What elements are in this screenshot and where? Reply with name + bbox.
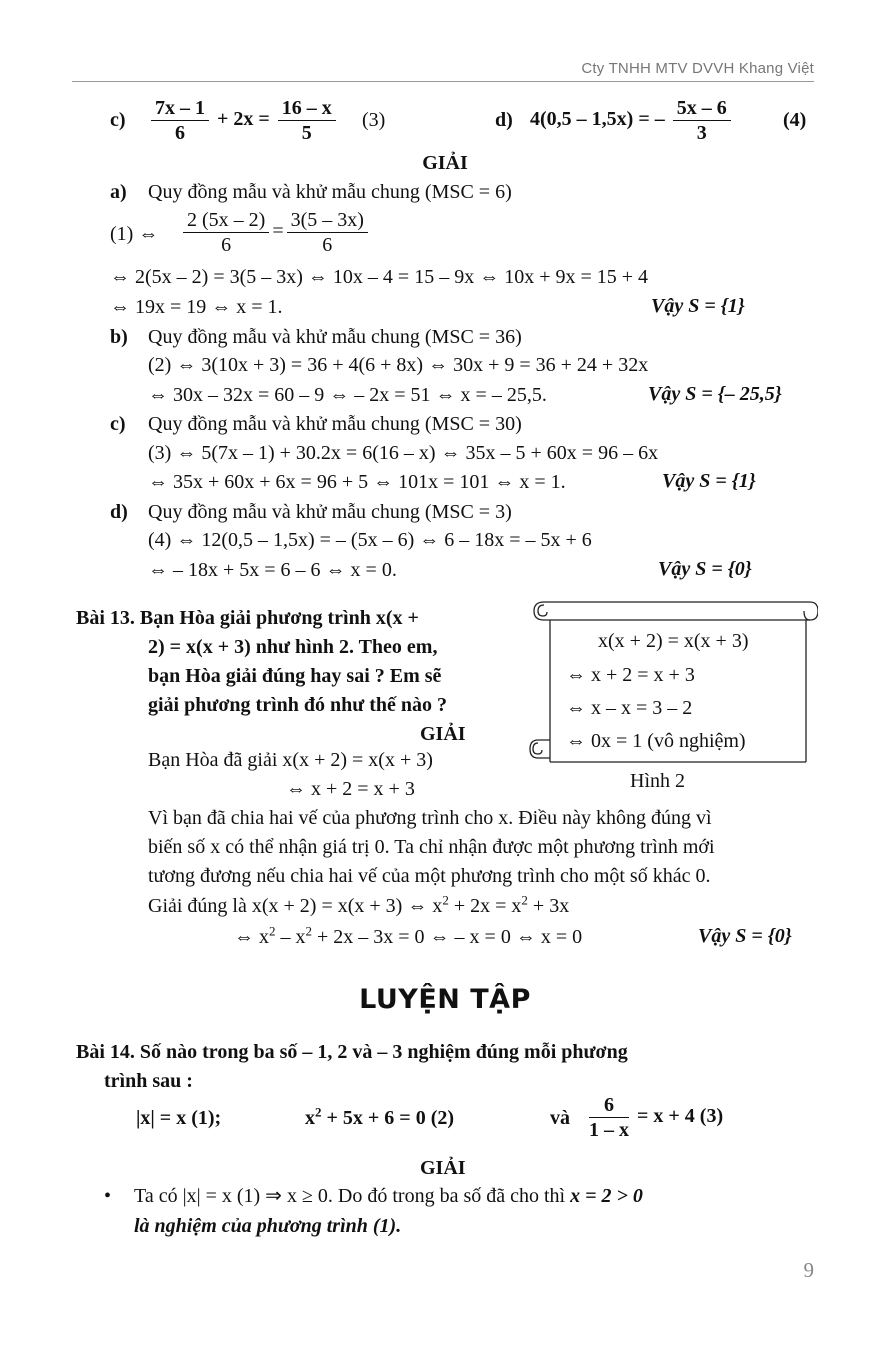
sol-a-intro: Quy đồng mẫu và khử mẫu chung (MSC = 6): [148, 181, 512, 203]
sol-a-result: Vậy S = {1}: [651, 295, 745, 317]
sol-c-line1: (3) ⇔ 5(7x – 1) + 30.2x = 6(16 – x) ⇔ 35x – 5 + 60x = 96 – 6x: [148, 442, 659, 464]
figure-caption: Hình 2: [630, 770, 685, 792]
sol-b-label: b): [110, 326, 128, 348]
sol-d-line1: (4) ⇔ 12(0,5 – 1,5x) = – (5x – 6) ⇔ 6 – 18x = – 5x + 6: [148, 529, 592, 551]
bai14-equation-1: |x| = x (1);: [136, 1107, 222, 1129]
problem-d-fraction: $\frac{5x - 6}{3}$: [673, 96, 731, 145]
section-title: LUYỆN TẬP: [359, 984, 531, 1015]
bai13-solution-line6: Giải đúng là x(x + 2) = x(x + 3) ⇔ $x^2 + 2x = x^2 + 3x$: [148, 892, 570, 917]
sol-d-result: Vậy S = {0}: [658, 558, 752, 580]
problem-d-tag: (4): [783, 109, 807, 131]
sol-c-result: Vậy S = {1}: [662, 470, 756, 492]
bullet-point: •: [104, 1185, 112, 1207]
figure-2-scroll: [528, 600, 818, 770]
bai13-solution-line5: tương đương nếu chia hai vế của một phương trình cho một số khác 0.: [148, 865, 711, 887]
bai14-equation-2: $x^2 + 5x + 6 = 0$ (2): [305, 1104, 455, 1129]
problem-c-fraction-1: $\frac{7x - 1}{6}$: [151, 96, 209, 145]
sol-a-label: a): [110, 181, 127, 203]
bai14-solution-heading: GIẢI: [420, 1157, 466, 1179]
bai14-question-line2: trình sau :: [104, 1070, 193, 1092]
sol-b-result: Vậy S = {– 25,5}: [648, 383, 782, 405]
bai13-solution-line7: ⇔ $x^2 - x^2 + 2x - 3x = 0$ ⇔ – x = 0 ⇔ x = 0: [234, 923, 583, 948]
problem-d-equation: 4(0,5 – 1,5x) = – $\frac{5x - 6}{3}$: [530, 96, 734, 145]
sol-b-intro: Quy đồng mẫu và khử mẫu chung (MSC = 36): [148, 326, 522, 348]
problem-d-label: d): [495, 109, 513, 131]
sol-b-line1: (2) ⇔ 3(10x + 3) = 36 + 4(6 + 8x) ⇔ 30x + 9 = 36 + 24 + 32x: [148, 354, 649, 376]
bai14-fraction: $\frac{6}{1 - x}$: [589, 1094, 629, 1141]
sol-c-line2: ⇔ 35x + 60x + 6x = 96 + 5 ⇔ 101x = 101 ⇔ x = 1.: [148, 471, 566, 493]
sol-a-fraction-1: $\frac{2 (5x - 2)}{6}$: [183, 208, 269, 257]
bai13-solution-line4: biến số x có thể nhận giá trị 0. Ta chỉ nhận được một phương trình mới: [148, 836, 715, 858]
header-rule: [72, 81, 814, 82]
figure-line2: ⇔ x + 2 = x + 3: [566, 664, 695, 686]
sol-d-label: d): [110, 501, 128, 523]
sol-a-line1-fractions: $\frac{2 (5x - 2)}{6}$ = $\frac{3(5 - 3x)}{6}$: [180, 208, 371, 257]
problem-c-fraction-2: $\frac{16 - x}{5}$: [278, 96, 336, 145]
bai14-question-line1: Bài 14. Số nào trong ba số – 1, 2 và – 3 nghiệm đúng mỗi phương: [76, 1041, 628, 1063]
bai13-question-line1: Bài 13. Bạn Hòa giải phương trình x(x +: [76, 607, 419, 629]
bai14-equation-3-prefix: và: [550, 1107, 570, 1129]
publisher-header: Cty TNHH MTV DVVH Khang Việt: [581, 60, 814, 77]
sol-a-line3: ⇔ 19x = 19 ⇔ x = 1.: [110, 296, 283, 318]
sol-a-line1-prefix: (1) ⇔: [110, 223, 159, 245]
bai13-question-line4: giải phương trình đó như thế nào ?: [148, 694, 448, 716]
figure-line4: ⇔ 0x = 1 (vô nghiệm): [566, 730, 746, 752]
bai14-equation-3: $\frac{6}{1 - x}$ = x + 4 (3): [589, 1094, 724, 1141]
bai13-solution-heading: GIẢI: [420, 723, 466, 745]
bai13-solution-line3: Vì bạn đã chia hai vế của phương trình cho x. Điều này không đúng vì: [148, 807, 712, 829]
sol-d-intro: Quy đồng mẫu và khử mẫu chung (MSC = 3): [148, 501, 512, 523]
sol-a-fraction-2: $\frac{3(5 - 3x)}{6}$: [287, 208, 368, 257]
bai13-result: Vậy S = {0}: [698, 925, 792, 947]
figure-line1: x(x + 2) = x(x + 3): [598, 630, 749, 652]
bai13-solution-line1: Bạn Hòa đã giải x(x + 2) = x(x + 3): [148, 749, 433, 771]
sol-c-label: c): [110, 413, 126, 435]
bai13-question-line2: 2) = x(x + 3) như hình 2. Theo em,: [148, 636, 438, 658]
sol-b-line2: ⇔ 30x – 32x = 60 – 9 ⇔ – 2x = 51 ⇔ x = – 25,5.: [148, 384, 547, 406]
page-number: 9: [803, 1258, 814, 1282]
bai14-solution-line2: là nghiệm của phương trình (1).: [134, 1215, 402, 1237]
figure-line3: ⇔ x – x = 3 – 2: [566, 697, 693, 719]
bai13-solution-line2: ⇔ x + 2 = x + 3: [286, 778, 415, 800]
problem-c-tag: (3): [362, 109, 386, 131]
bai13-question-line3: bạn Hòa giải đúng hay sai ? Em sẽ: [148, 665, 442, 687]
sol-c-intro: Quy đồng mẫu và khử mẫu chung (MSC = 30): [148, 413, 522, 435]
bai14-solution-line1: Ta có |x| = x (1) ⇒ x ≥ 0. Do đó trong ba số đã cho thì x = 2 > 0: [134, 1185, 643, 1207]
sol-d-line2: ⇔ – 18x + 5x = 6 – 6 ⇔ x = 0.: [148, 559, 397, 581]
problem-c-equation: $\frac{7x - 1}{6}$ + 2x = $\frac{16 - x}{5}$: [148, 96, 339, 145]
solution-heading: GIẢI: [422, 152, 468, 174]
problem-c-label: c): [110, 109, 126, 131]
sol-a-line2: ⇔ 2(5x – 2) = 3(5 – 3x) ⇔ 10x – 4 = 15 – 9x ⇔ 10x + 9x = 15 + 4: [110, 266, 649, 288]
